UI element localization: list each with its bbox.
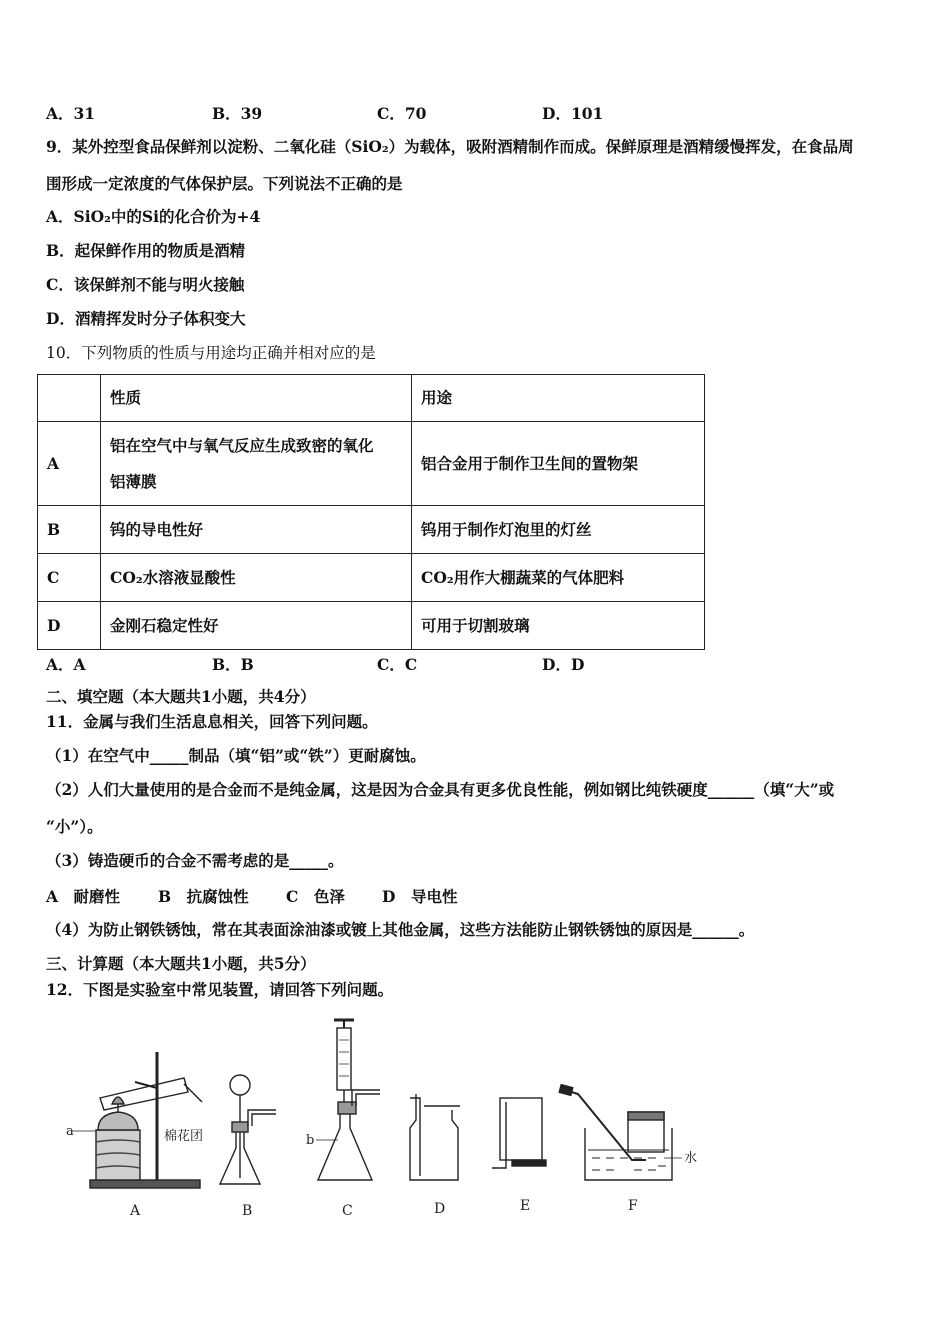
row-label: C — [38, 554, 101, 602]
q11-part3-option-b: B 抗腐蚀性 — [158, 887, 249, 906]
apparatus-label-c: C — [342, 1203, 353, 1219]
q11-part4: （4）为防止钢铁锈蚀，常在其表面涂油漆或镀上其他金属，这些方法能防止钢铁锈蚀的原因是______。 — [46, 920, 755, 939]
q8-option-b: B．39 — [212, 104, 263, 123]
q11-part3: （3）铸造硬币的合金不需考虑的是_____。 — [46, 851, 344, 870]
q10-option-c: C．C — [377, 655, 418, 674]
row-use: 铝合金用于制作卫生间的置物架 — [412, 422, 705, 506]
q8-option-d: D．101 — [542, 104, 604, 123]
table-row — [38, 602, 705, 650]
table-header-use: 用途 — [412, 375, 705, 422]
test-tube-icon — [100, 1078, 202, 1110]
row-use: 钨用于制作灯泡里的灯丝 — [412, 506, 705, 554]
table-row — [38, 506, 705, 554]
apparatus-label-e: E — [520, 1198, 531, 1214]
delivery-tube-icon — [559, 1085, 646, 1160]
table-row — [38, 422, 705, 506]
q9-option-b: B．起保鲜作用的物质是酒精 — [46, 241, 246, 260]
q11-part2-line1: （2）人们大量使用的是合金而不是纯金属，这是因为合金具有更多优良性能，例如钢比纯铁硬度______（填“大”或 — [46, 780, 835, 799]
row-property: 金刚石稳定性好 — [101, 602, 412, 650]
apparatus-a — [66, 1052, 203, 1219]
row-use: CO₂用作大棚蔬菜的气体肥料 — [412, 554, 705, 602]
apparatus-d — [410, 1094, 460, 1217]
row-use: 可用于切割玻璃 — [412, 602, 705, 650]
q10-option-b: B．B — [212, 655, 254, 674]
table-header-property: 性质 — [101, 375, 412, 422]
q11-part1: （1）在空气中_____制品（填“铝”或“铁”）更耐腐蚀。 — [46, 746, 426, 765]
label-water: 水 — [684, 1151, 698, 1166]
q9-option-d: D．酒精挥发时分子体积变大 — [46, 309, 246, 328]
label-cotton: 棉花团 — [164, 1129, 204, 1144]
apparatus-label-b: B — [242, 1203, 253, 1219]
q11-stem: 11．金属与我们生活息息相关，回答下列问题。 — [46, 712, 378, 731]
row-property: CO₂水溶液显酸性 — [101, 554, 412, 602]
q8-option-a: A．31 — [46, 104, 96, 123]
q11-part3-option-c: C 色泽 — [286, 887, 345, 906]
apparatus-label-a: A — [130, 1203, 141, 1219]
q11-part3-option-d: D 导电性 — [382, 887, 458, 906]
apparatus-label-d: D — [434, 1201, 446, 1217]
row-property — [101, 422, 412, 506]
properties-table — [37, 374, 705, 650]
table-row — [38, 554, 705, 602]
label-a-small: a — [66, 1124, 74, 1139]
q10-option-a: A．A — [46, 655, 86, 674]
section3-heading: 三、计算题（本大题共1小题，共5分） — [46, 954, 316, 973]
q8-option-c: C．70 — [377, 104, 427, 123]
q9-stem-line1: 9．某外控型食品保鲜剂以淀粉、二氧化硅（SiO₂）为载体，吸附酒精制作而成。保鲜原理是酒精缓慢挥发，在食品周 — [46, 137, 854, 156]
q11-part2-line2: “小”）。 — [46, 817, 103, 836]
table-header-row — [38, 375, 705, 422]
label-b-small: b — [306, 1133, 315, 1148]
table-header-blank — [38, 375, 101, 422]
q9-stem-line2: 围形成一定浓度的气体保护层。下列说法不正确的是 — [46, 174, 403, 193]
q9-option-c: C．该保鲜剂不能与明火接触 — [46, 275, 245, 294]
apparatus-label-f: F — [628, 1198, 638, 1214]
q11-part3-option-a: A 耐磨性 — [46, 887, 121, 906]
apparatus-figure — [60, 1010, 720, 1220]
row-label: D — [38, 602, 101, 650]
row-property: 钨的导电性好 — [101, 506, 412, 554]
alcohol-lamp-icon — [98, 1097, 138, 1130]
q10-stem: 10．下列物质的性质与用途均正确并相对应的是 — [46, 344, 376, 362]
q12-stem: 12．下图是实验室中常见装置，请回答下列问题。 — [46, 980, 394, 999]
apparatus-b — [220, 1075, 276, 1219]
row-label: A — [38, 422, 101, 506]
apparatus-e — [492, 1098, 546, 1214]
apparatus-f — [559, 1085, 697, 1214]
row-property-line1: 铝在空气中与氧气反应生成致密的氧化 — [110, 435, 374, 455]
q9-option-a: A．SiO₂中的Si的化合价为+4 — [46, 207, 261, 226]
row-label: B — [38, 506, 101, 554]
apparatus-c — [306, 1020, 380, 1219]
q10-option-d: D．D — [542, 655, 585, 674]
section2-heading: 二、填空题（本大题共1小题，共4分） — [46, 687, 316, 706]
row-property-line2: 铝薄膜 — [110, 471, 157, 491]
